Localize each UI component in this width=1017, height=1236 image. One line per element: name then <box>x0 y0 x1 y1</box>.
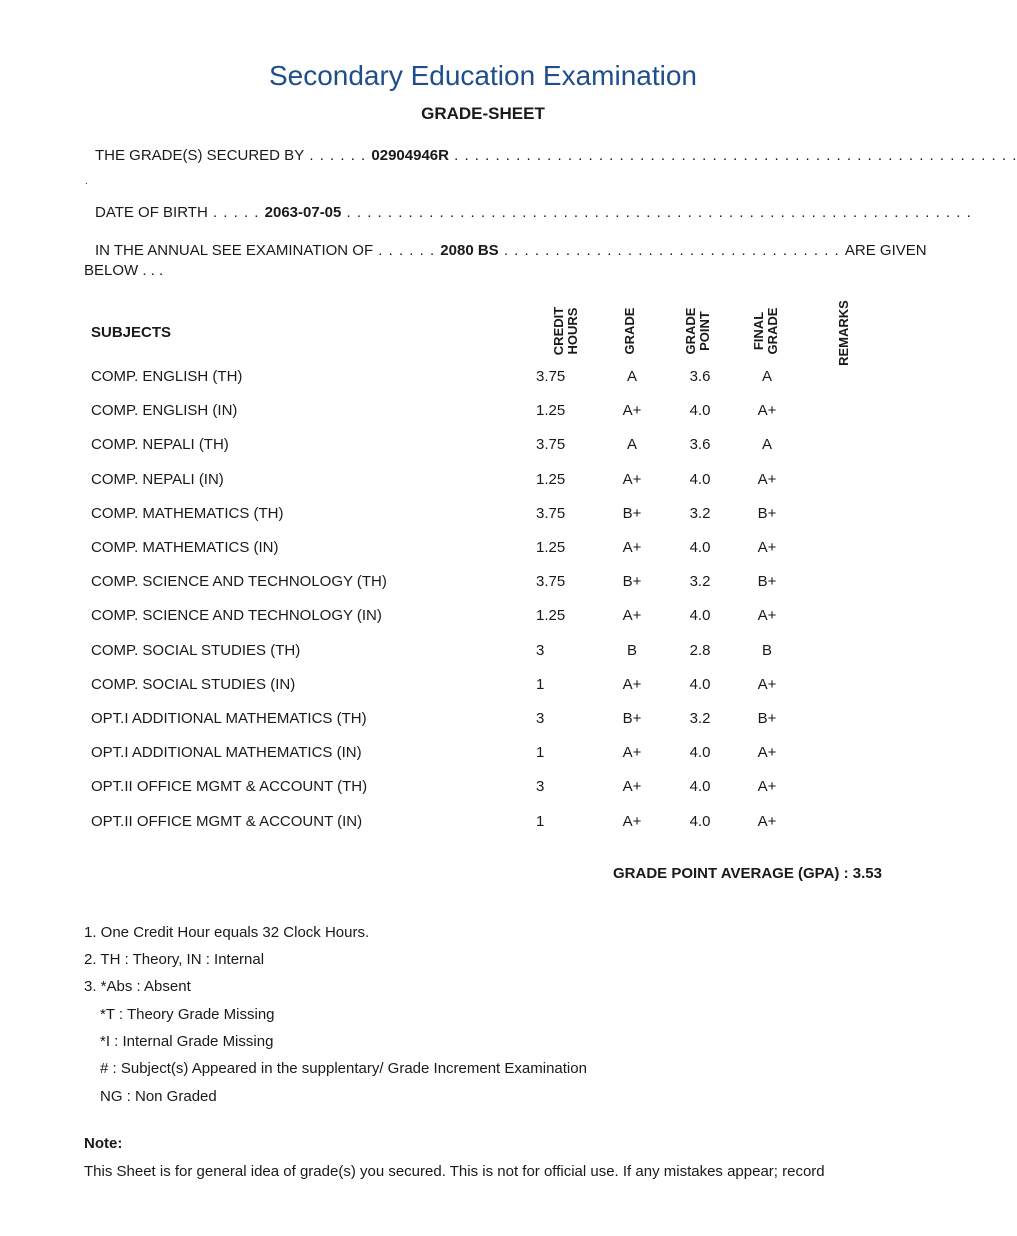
dob-line: DATE OF BIRTH . . . . . 2063-07-05 . . . . . . . . . . . . . . . . . . . . . . . . . . . . . . . . . . . . . . . . . . . . . . . . . . . . . . . . . . . . . <box>95 204 972 221</box>
page-title: Secondary Education Examination <box>268 60 698 91</box>
subject-cell: COMP. SOCIAL STUDIES (TH) <box>91 641 301 659</box>
grade-point-cell: 4.0 <box>689 675 711 693</box>
credit-hours-cell: 3 <box>536 710 545 727</box>
grade-point-cell: 3.6 <box>689 436 711 454</box>
final-grade-cell: B+ <box>757 710 777 727</box>
final-grade-cell: A+ <box>757 607 777 625</box>
legend-item: *T : Theory Grade Missing <box>100 1006 275 1023</box>
table-row <box>0 676 956 710</box>
grade-cell: B <box>626 641 637 659</box>
table-row <box>0 744 956 778</box>
credit-hours-cell: 1.25 <box>536 402 566 420</box>
subject-cell: COMP. SOCIAL STUDIES (IN) <box>91 675 296 693</box>
grade-cell: A+ <box>622 539 642 556</box>
grade-cell: B+ <box>622 573 642 591</box>
note-text: This Sheet is for general idea of grade(s) you secured. This is not for official use. If any mistakes appear; record <box>84 1163 825 1180</box>
subject-cell: OPT.II OFFICE MGMT & ACCOUNT (IN) <box>91 812 363 830</box>
grade-cell: B+ <box>622 710 642 727</box>
final-grade-cell: B+ <box>757 573 777 591</box>
grade-point-header: GRADE POINT <box>683 307 712 355</box>
remarks-header: REMARKS <box>836 300 851 366</box>
final-grade-cell: A+ <box>757 812 777 830</box>
grade-cell: A+ <box>622 402 642 420</box>
credit-hours-cell: 3.75 <box>536 436 566 454</box>
credit-hours-cell: 1.25 <box>536 470 566 488</box>
grade-point-cell: 4.0 <box>689 812 711 830</box>
subject-cell: OPT.II OFFICE MGMT & ACCOUNT (TH) <box>91 778 368 796</box>
final-grade-header: FINAL GRADE <box>751 307 780 355</box>
final-grade-cell: A+ <box>757 778 777 796</box>
credit-hours-cell: 1.25 <box>536 539 566 556</box>
secured-by-line: THE GRADE(S) SECURED BY . . . . . . 02904946R . . . . . . . . . . . . . . . . . . . . . . . . . . . . . . . . . . . . . . . . . . . . . . . . . . . . . . . <box>95 147 1017 164</box>
credit-hours-cell: 3.75 <box>536 573 566 591</box>
below-label: BELOW . . . <box>84 262 164 279</box>
final-grade-cell: A+ <box>757 470 777 488</box>
subject-cell: COMP. SCIENCE AND TECHNOLOGY (TH) <box>91 573 387 591</box>
grade-point-cell: 4.0 <box>689 402 711 420</box>
exam-year: 2080 BS <box>440 242 499 259</box>
credit-hours-header: CREDIT HOURS <box>551 306 580 356</box>
grade-point-cell: 2.8 <box>689 641 711 659</box>
secured-by-label: THE GRADE(S) SECURED BY <box>95 147 305 164</box>
subject-cell: COMP. MATHEMATICS (TH) <box>91 504 284 522</box>
legend-item: 1. One Credit Hour equals 32 Clock Hours. <box>84 924 370 941</box>
grade-cell: B+ <box>622 504 642 522</box>
subjects-header: SUBJECTS <box>91 324 172 341</box>
table-row <box>0 505 956 539</box>
credit-hours-cell: 3.75 <box>536 504 566 522</box>
grade-point-cell: 3.2 <box>689 710 711 727</box>
table-row <box>0 402 956 436</box>
stray-mark: . <box>85 176 88 187</box>
table-row <box>0 642 956 676</box>
grade-point-cell: 4.0 <box>689 539 711 556</box>
dob-label: DATE OF BIRTH <box>95 204 208 221</box>
legend-item: *I : Internal Grade Missing <box>100 1033 274 1050</box>
grade-point-cell: 3.2 <box>689 504 711 522</box>
grade-header: GRADE <box>622 307 637 355</box>
subject-cell: COMP. ENGLISH (TH) <box>91 368 243 385</box>
credit-hours-cell: 1.25 <box>536 607 566 625</box>
given-label: ARE GIVEN <box>844 242 927 259</box>
subject-cell: COMP. SCIENCE AND TECHNOLOGY (IN) <box>91 607 382 625</box>
legend-item: # : Subject(s) Appeared in the supplentary/ Grade Increment Examination <box>100 1060 587 1077</box>
credit-hours-cell: 1 <box>536 744 545 762</box>
grade-point-cell: 4.0 <box>689 470 711 488</box>
final-grade-cell: A+ <box>757 675 777 693</box>
subject-cell: OPT.I ADDITIONAL MATHEMATICS (IN) <box>91 744 362 762</box>
symbol-number: 02904946R <box>371 147 449 164</box>
subject-cell: COMP. NEPALI (TH) <box>91 436 229 454</box>
credit-hours-cell: 1 <box>536 675 545 693</box>
table-row <box>0 368 956 402</box>
credit-hours-cell: 3.75 <box>536 368 566 385</box>
grade-point-cell: 4.0 <box>689 778 711 796</box>
grade-point-cell: 3.2 <box>689 573 711 591</box>
credit-hours-cell: 1 <box>536 812 545 830</box>
exam-label: IN THE ANNUAL SEE EXAMINATION OF <box>95 242 374 259</box>
final-grade-cell: B+ <box>757 504 777 522</box>
grade-cell: A+ <box>622 675 642 693</box>
grade-cell: A+ <box>622 778 642 796</box>
gpa-value: GRADE POINT AVERAGE (GPA) : 3.53 <box>613 865 882 882</box>
grade-cell: A+ <box>622 812 642 830</box>
final-grade-cell: B <box>761 641 772 659</box>
grade-point-cell: 4.0 <box>689 744 711 762</box>
table-row <box>0 573 956 607</box>
grade-point-cell: 3.6 <box>689 368 711 385</box>
subject-cell: COMP. MATHEMATICS (IN) <box>91 539 279 556</box>
page-subtitle: GRADE-SHEET <box>421 104 545 123</box>
legend-item: 3. *Abs : Absent <box>84 978 191 995</box>
grade-cell: A <box>626 368 637 385</box>
grade-cell: A+ <box>622 470 642 488</box>
dob-value: 2063-07-05 <box>264 204 342 221</box>
legend-item: 2. TH : Theory, IN : Internal <box>84 951 265 968</box>
grade-cell: A <box>626 436 637 454</box>
table-row <box>0 813 956 847</box>
final-grade-cell: A <box>761 368 772 385</box>
credit-hours-cell: 3 <box>536 778 545 796</box>
grade-point-cell: 4.0 <box>689 607 711 625</box>
subject-cell: COMP. ENGLISH (IN) <box>91 402 238 420</box>
legend-item: NG : Non Graded <box>100 1088 217 1105</box>
subject-cell: COMP. NEPALI (IN) <box>91 470 224 488</box>
subject-cell: OPT.I ADDITIONAL MATHEMATICS (TH) <box>91 710 367 727</box>
table-row <box>0 471 956 505</box>
table-row <box>0 778 956 812</box>
table-row <box>0 539 956 573</box>
table-row <box>0 436 956 470</box>
final-grade-cell: A <box>761 436 772 454</box>
grade-cell: A+ <box>622 607 642 625</box>
table-row <box>0 710 956 744</box>
final-grade-cell: A+ <box>757 402 777 420</box>
table-row <box>0 607 956 641</box>
exam-line: IN THE ANNUAL SEE EXAMINATION OF . . . . . . 2080 BS . . . . . . . . . . . . . . . . . . . . . . . . . . . . . . . . . ARE GIVEN <box>95 242 927 259</box>
note-heading: Note: <box>84 1135 123 1152</box>
final-grade-cell: A+ <box>757 539 777 556</box>
credit-hours-cell: 3 <box>536 641 545 659</box>
final-grade-cell: A+ <box>757 744 777 762</box>
grade-cell: A+ <box>622 744 642 762</box>
